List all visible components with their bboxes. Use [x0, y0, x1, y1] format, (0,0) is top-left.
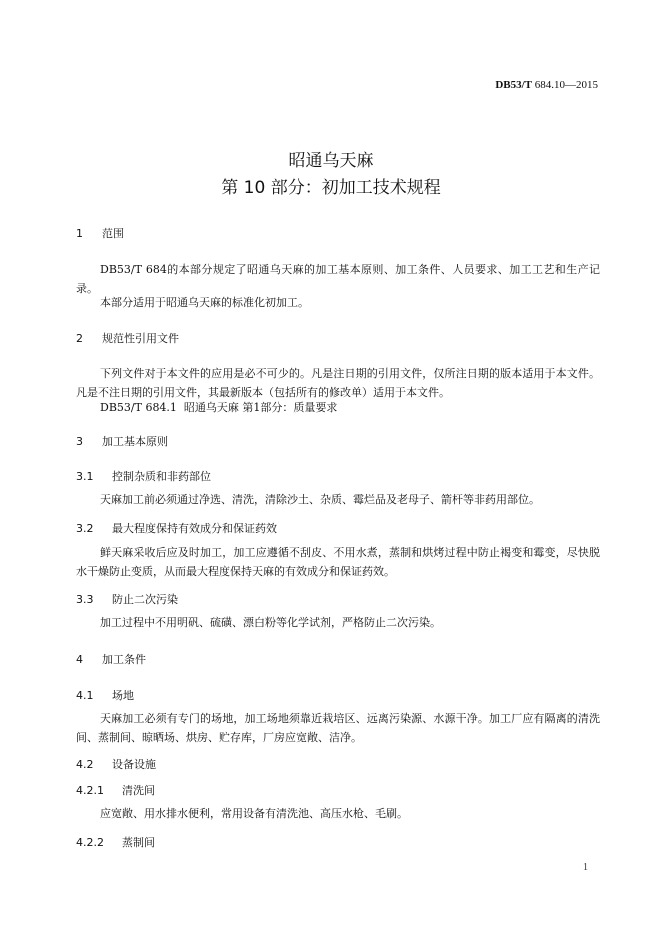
section-heading-4-2-1: 4.2.1 清洗间	[76, 784, 155, 797]
section-heading-4-1: 4.1 场地	[76, 689, 134, 702]
section-heading-3: 3 加工基本原则	[76, 435, 168, 448]
section-1-paragraph-1: DB53/T 684的本部分规定了昭通乌天麻的加工基本原则、加工条件、人员要求、加工工艺和生产记录。	[76, 263, 600, 295]
standard-number: 684.10—2015	[534, 79, 598, 91]
section-3-2-paragraph: 鲜天麻采收后应及时加工，加工应遵循不刮皮、不用水煮，蒸制和烘烤过程中防止褐变和霉变，尽快脱水干燥防止变质，从而最大程度保持天麻的有效成分和保证药效。	[76, 546, 600, 578]
section-3-3-paragraph: 加工过程中不用明矾、硫磺、漂白粉等化学试剂，严格防止二次污染。	[100, 616, 441, 629]
section-4-2-1-paragraph: 应宽敞、用水排水便利，常用设备有清洗池、高压水枪、毛刷。	[100, 807, 408, 820]
standard-prefix: DB53/T	[495, 79, 532, 91]
section-4-1-paragraph: 天麻加工必须有专门的场地，加工场地须靠近栽培区、远离污染源、水源干净。加工厂应有隔离的清洗间、蒸制间、晾晒场、烘房、贮存库，厂房应宽敞、洁净。	[76, 712, 600, 744]
document-title: 昭通乌天麻	[288, 151, 374, 171]
section-heading-2: 2 规范性引用文件	[76, 332, 179, 345]
section-heading-4: 4 加工条件	[76, 653, 146, 666]
section-heading-1: 1 范围	[76, 227, 124, 240]
section-heading-3-2: 3.2 最大程度保持有效成分和保证药效	[76, 522, 277, 535]
section-2-reference: DB53/T 684.1 昭通乌天麻 第1部分：质量要求	[100, 401, 338, 414]
section-heading-3-1: 3.1 控制杂质和非药部位	[76, 470, 211, 483]
document-subtitle: 第 10 部分：初加工技术规程	[221, 178, 441, 198]
section-heading-4-2-2: 4.2.2 蒸制间	[76, 836, 155, 849]
section-3-1-paragraph: 天麻加工前必须通过净选、清洗，清除沙土、杂质、霉烂品及老母子、箭杆等非药用部位。	[100, 493, 540, 506]
page-number: 1	[583, 862, 588, 873]
standard-code	[495, 79, 598, 91]
section-1-paragraph-2: 本部分适用于昭通乌天麻的标准化初加工。	[100, 296, 309, 309]
section-heading-3-3: 3.3 防止二次污染	[76, 593, 178, 606]
section-2-paragraph-1: 下列文件对于本文件的应用是必不可少的。凡是注日期的引用文件，仅所注日期的版本适用于本文件。凡是不注日期的引用文件，其最新版本（包括所有的修改单）适用于本文件。	[76, 367, 600, 399]
section-heading-4-2: 4.2 设备设施	[76, 758, 156, 771]
